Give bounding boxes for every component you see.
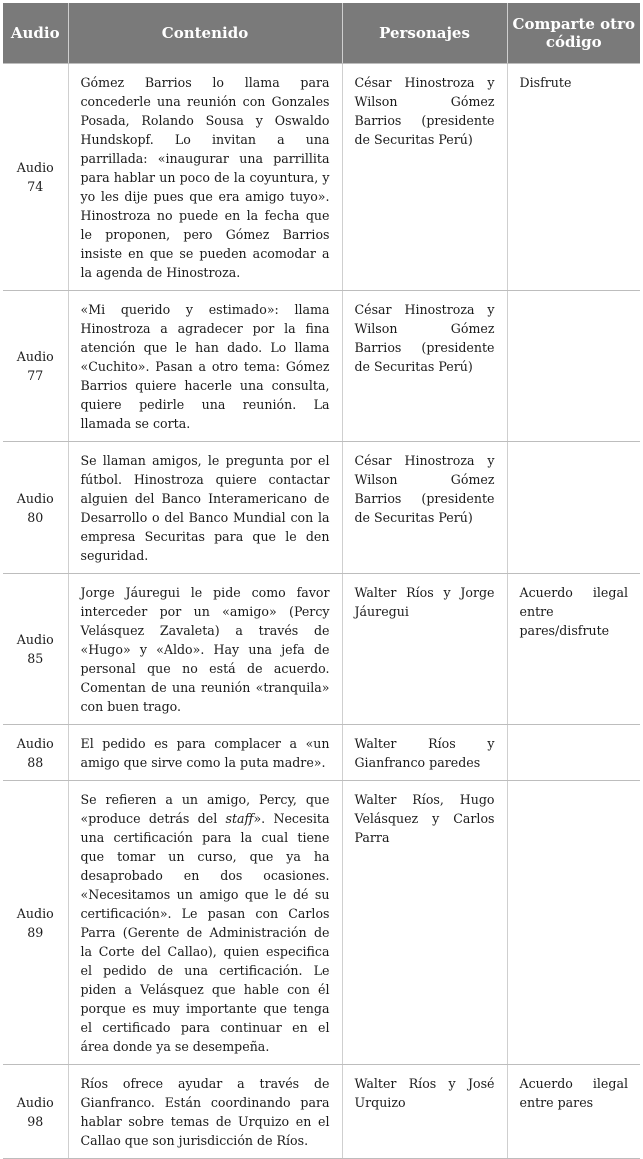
comparte-cell: Acuerdo ilegal entre pares/disfrute — [507, 574, 640, 725]
contenido-cell: «Mi querido y estimado»: llama Hinostroza a agradecer por la fina atención que le han dado. Lo llama «Cuchito». Pasan a otro tema: Gómez Barrios quiere hacerle una consulta, quiere pedirle una reunión. La llamada se corta. — [68, 291, 342, 442]
audio-cell — [3, 725, 68, 781]
audio-number: 77 — [27, 368, 44, 383]
comparte-cell — [507, 291, 640, 442]
header-row — [3, 3, 640, 64]
audio-number: 85 — [27, 651, 44, 666]
audio-number: 98 — [27, 1113, 44, 1129]
contenido-text-post: ». Necesita una certificación para la cual tiene que tomar un curso, que ya ha desaprobado en dos ocasiones. «Necesitamos un amigo que le dé su certificación». Le pasan con Carlos Parra (Gerente de Administración de la Corte del Callao), quien especifica el pedido de una certificación. Le piden a Velásquez que hable con él porque es muy importante que tenga el certificado para continuar en el área donde ya se desempeña. — [80, 811, 330, 1054]
audio-label: Audio — [16, 632, 54, 647]
header-audio: Audio — [3, 3, 68, 64]
comparte-cell — [507, 442, 640, 574]
comparte-cell — [507, 781, 640, 1065]
audio-cell — [3, 781, 68, 1065]
contenido-cell: El pedido es para complacer a «un amigo que sirve como la puta madre». — [68, 725, 342, 781]
audio-label: Audio — [16, 349, 54, 364]
audio-number: 88 — [27, 754, 44, 770]
audio-label: Audio — [16, 160, 54, 175]
table-row — [3, 725, 640, 781]
audio-number: 74 — [27, 179, 44, 194]
comparte-cell: Disfrute — [507, 64, 640, 291]
audio-label: Audio — [16, 490, 54, 506]
table-header — [3, 3, 640, 64]
table-row — [3, 64, 640, 291]
audio-cell — [3, 64, 68, 291]
personajes-cell: Walter Ríos y Gianfranco paredes — [342, 725, 507, 781]
header-contenido: Contenido — [68, 3, 342, 64]
audio-label: Audio — [16, 905, 54, 921]
contenido-cell — [68, 781, 342, 1065]
personajes-cell: Walter Ríos y José Urquizo — [342, 1065, 507, 1159]
personajes-cell: César Hinostroza y Wilson Gómez Barrios (presidente de Securitas Perú) — [342, 64, 507, 291]
table-row — [3, 781, 640, 1065]
audio-cell — [3, 442, 68, 574]
personajes-cell: Walter Ríos, Hugo Velásquez y Carlos Parra — [342, 781, 507, 1065]
audio-label: Audio — [16, 1094, 54, 1110]
table-row — [3, 574, 640, 725]
audio-label: Audio — [16, 735, 54, 751]
audio-number: 80 — [27, 509, 44, 525]
table-row — [3, 442, 640, 574]
audio-cell — [3, 291, 68, 442]
contenido-text-pre: Se refieren a un amigo, Percy, que «produce detrás del — [80, 792, 330, 826]
comparte-cell — [507, 725, 640, 781]
personajes-cell: Walter Ríos y Jorge Jáuregui — [342, 574, 507, 725]
audio-transcripts-table — [3, 3, 640, 1159]
table-row — [3, 1065, 640, 1159]
table-row — [3, 291, 640, 442]
header-personajes: Personajes — [342, 3, 507, 64]
audio-number: 89 — [27, 924, 44, 940]
contenido-cell: Gómez Barrios lo llama para concederle una reunión con Gonzales Posada, Rolando Sousa y Oswaldo Hundskopf. Lo invitan a una parrillada: «inaugurar una parrillita para hablar un poco de la coyuntura, y yo les dije pues que era amigo tuyo». Hinostroza no puede en la fecha que le proponen, pero Gómez Barrios insiste en que se pueden acomodar a la agenda de Hinostroza. — [68, 64, 342, 291]
contenido-cell: Se llaman amigos, le pregunta por el fútbol. Hinostroza quiere contactar alguien del Banco Interamericano de Desarrollo o del Banco Mundial con la empresa Securitas para que le den seguridad. — [68, 442, 342, 574]
contenido-text-italic: staff — [225, 811, 254, 826]
contenido-cell: Ríos ofrece ayudar a través de Gianfranco. Están coordinando para hablar sobre temas de Urquizo en el Callao que son jurisdicción de Ríos. — [68, 1065, 342, 1159]
contenido-cell: Jorge Jáuregui le pide como favor interceder por un «amigo» (Percy Velásquez Zavaleta) a través de «Hugo» y «Aldo». Hay una jefa de personal que no está de acuerdo. Comentan de una reunión «tranquila» con buen trago. — [68, 574, 342, 725]
audio-cell — [3, 1065, 68, 1159]
audio-cell — [3, 574, 68, 725]
header-comparte-otro-codigo: Comparte otro código — [507, 3, 640, 64]
document-table-wrapper — [3, 3, 640, 1159]
comparte-cell: Acuerdo ilegal entre pares — [507, 1065, 640, 1159]
personajes-cell: César Hinostroza y Wilson Gómez Barrios (presidente de Securitas Perú) — [342, 291, 507, 442]
table-body — [3, 64, 640, 1159]
personajes-cell: César Hinostroza y Wilson Gómez Barrios (presidente de Securitas Perú) — [342, 442, 507, 574]
